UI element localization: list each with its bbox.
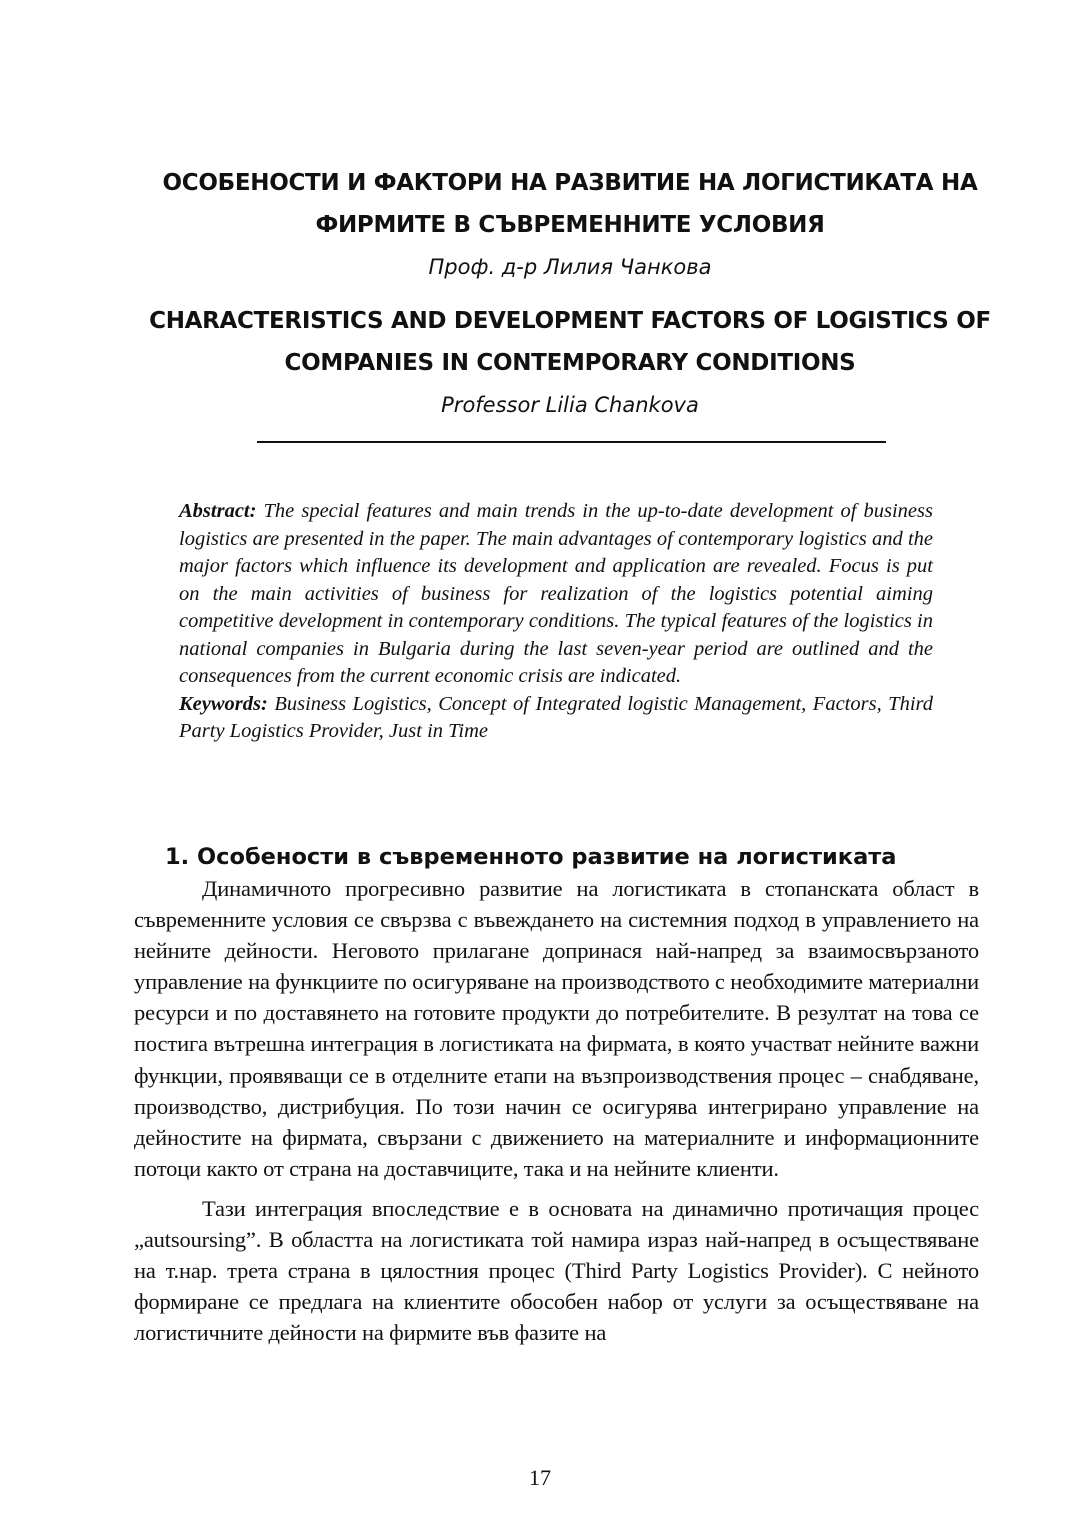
keywords-label: Keywords:: [179, 692, 268, 715]
abstract-block: [179, 498, 933, 746]
author-english: Professor Lilia Chankova: [441, 393, 699, 417]
title-english-line-2: COMPANIES IN CONTEMPORARY CONDITIONS: [284, 350, 856, 376]
title-english: [90, 300, 1050, 384]
title-bulgarian-line-1: ОСОБЕНОСТИ И ФАКТОРИ НА РАЗВИТИЕ НА ЛОГИСТИКАТА НА: [162, 170, 978, 196]
title-bulgarian: [90, 162, 1050, 246]
abstract-paragraph: [179, 498, 933, 691]
keywords-text: Business Logistics, Concept of Integrated logistic Management, Factors, Third Party Logistics Provider, Just in Time: [179, 692, 933, 742]
abstract-label: Abstract:: [179, 500, 257, 522]
abstract-text: The special features and main trends in the up-to-date development of business logistics are presented in the paper. The main advantages of contemporary logistics and the major factors which influence its development and application are revealed. Focus is put on the main activities of business for realization of the logistics potential aiming competitive development in contemporary conditions. The typical features of the logistics in national companies in Bulgaria during the last seven-year period are outlined and the consequences from the current economic crisis are indicated.: [179, 500, 933, 687]
page-number: 17: [529, 1465, 551, 1490]
body-paragraph-2: Тази интеграция впоследствие е в основата на динамично протичащия процес „autsoursing”. В областта на логистиката той намира израз най-напред в осъществяване на т.нар. трета страна в цялостния процес (Third Party Logistics Provider). С нейното формиране се предлага на клиентите обособен набор от услуги за осъществяване на логистичните дейности на фирмите във фазите на: [134, 1195, 979, 1346]
title-divider: [257, 441, 886, 443]
title-bulgarian-line-2: ФИРМИТЕ В СЪВРЕМЕННИТЕ УСЛОВИЯ: [315, 212, 825, 238]
keywords-paragraph: [179, 691, 933, 746]
title-english-line-1: CHARACTERISTICS AND DEVELOPMENT FACTORS OF LOGISTICS OF: [149, 308, 991, 334]
section-1-body: [134, 873, 979, 1357]
section-1-heading: 1. Особености в съвременното развитие на логистиката: [165, 844, 897, 870]
body-paragraph-1: Динамичното прогресивно развитие на логистиката в стопанската област в съвременните условия се свързва с въвеждането на системния подход в управлението на нейните дейности. Неговото прилагане допринася най-напред за взаимосвързаното управление на функциите по осигуряване на производството с необходимите материални ресурси и по доставянето на готовите продукти до потребителите. В резултат на това се постига вътрешна интеграция в логистиката на фирмата, в която участват нейните важни функции, проявяващи се в отделните етапи на възпроизводствения процес – снабдяване, производство, дистрибуция. По този начин се осигурява интегрирано управление на дейностите на фирмата, свързани с движението на материалните и информационните потоци както от страна на доставчиците, така и на нейните клиенти.: [134, 876, 979, 1181]
author-bulgarian: Проф. д-р Лилия Чанкова: [428, 255, 712, 279]
